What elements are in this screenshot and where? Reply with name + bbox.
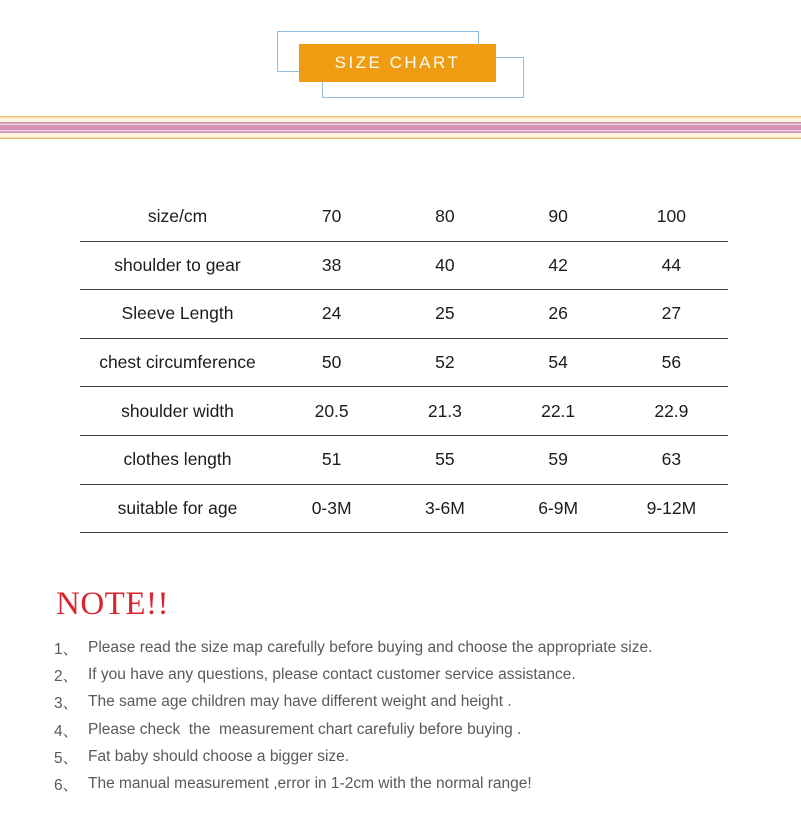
table-row-suitable-for-age [80,485,728,534]
table-cell-value: 22.9 [654,400,689,421]
note-item-number: 4、 [54,722,79,740]
table-cell-value: 26 [548,303,568,324]
table-cell-value: 63 [661,449,682,470]
table-cell-value: 59 [548,449,568,470]
table-row-clothes-length [80,436,728,485]
table-cell-header-size: 90 [548,206,568,227]
note-title: NOTE!! [56,586,169,622]
table-cell-header-size: 70 [321,206,342,227]
table-cell-value: 9-12M [646,497,697,518]
size-chart-banner [299,44,496,82]
note-item-text: If you have any questions, please contact customer service assistance. [88,665,576,683]
note-item-number: 1、 [54,640,79,658]
table-cell-value: 50 [321,352,342,373]
decor-stripe-band [0,116,801,139]
table-row-shoulder-width [80,387,728,436]
table-cell-value: 21.3 [427,400,462,421]
note-item-number: 5、 [54,749,79,767]
table-cell-value: 55 [435,449,455,470]
table-cell-value: 42 [548,254,568,275]
table-header-row [80,193,728,242]
table-row-sleeve-length [80,290,728,339]
table-cell-value: 56 [661,352,682,373]
table-cell-label: shoulder to gear [114,254,241,275]
table-cell-value: 40 [435,254,455,275]
table-cell-label: Sleeve Length [121,303,234,324]
size-chart-title: SIZE CHART [334,53,461,72]
table-cell-value: 38 [321,254,342,275]
note-item [54,689,652,716]
table-cell-value: 0-3M [311,497,352,518]
table-cell-value: 44 [661,254,682,275]
table-cell-value: 24 [321,303,342,324]
table-cell-value: 51 [321,449,342,470]
table-cell-label: suitable for age [117,497,238,518]
table-row-chest-circumference [80,339,728,388]
size-table [80,193,728,533]
note-item-text: The manual measurement ,error in 1-2cm with the normal range! [88,775,532,793]
table-cell-header-size: 100 [656,206,686,227]
note-item [54,716,652,743]
table-row-shoulder-to-gear [80,242,728,291]
note-item-text: Please read the size map carefully before buying and choose the appropriate size. [88,638,653,656]
note-item-text: Please check the measurement chart carefuliy before buying . [88,720,522,738]
table-cell-value: 3-6M [424,497,465,518]
table-cell-value: 25 [435,303,455,324]
table-cell-header-size: 80 [435,206,455,227]
table-cell-label: chest circumference [99,352,256,373]
table-cell-label: shoulder width [121,400,234,421]
table-cell-value: 52 [435,352,455,373]
note-item [54,634,652,661]
note-item-text: Fat baby should choose a bigger size. [88,747,350,765]
note-item-number: 2、 [54,667,79,685]
note-item [54,743,652,770]
note-item [54,770,652,797]
table-cell-value: 27 [661,303,682,324]
note-item-text: The same age children may have different weight and height . [88,693,512,711]
note-item-number: 3、 [54,695,79,713]
table-cell-header-label: size/cm [147,206,208,227]
note-item [54,661,652,688]
table-cell-value: 20.5 [314,400,349,421]
note-list [54,634,652,798]
table-cell-value: 6-9M [538,497,579,518]
note-item-number: 6、 [54,777,79,795]
table-cell-value: 54 [548,352,568,373]
table-cell-value: 22.1 [541,400,576,421]
table-cell-label: clothes length [123,449,232,470]
